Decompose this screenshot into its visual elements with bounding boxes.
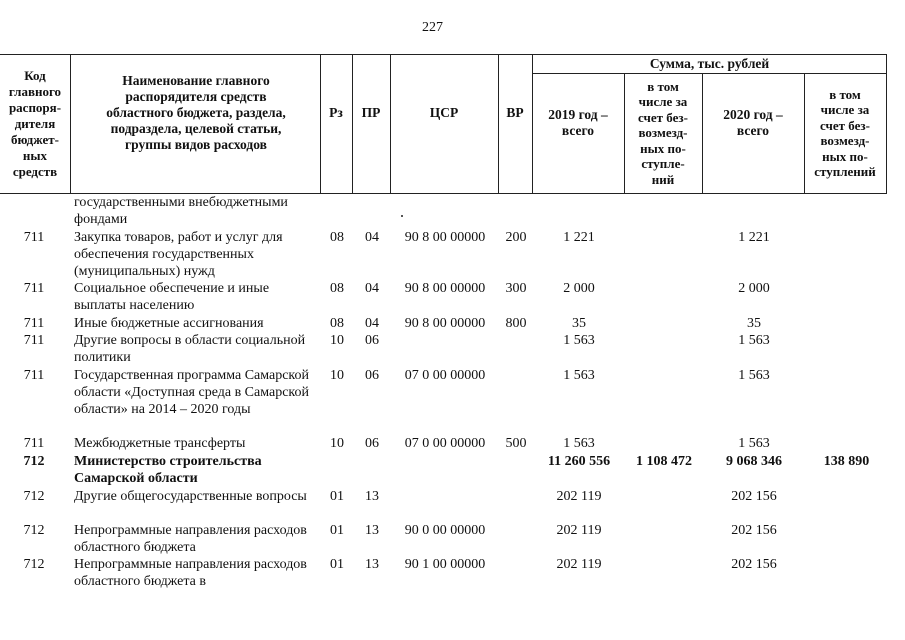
row-code: 711: [23, 316, 45, 331]
header-incl-2020: в том числе за счет без- возмезд- ных по- ступлений: [814, 86, 876, 179]
header-csr: ЦСР: [429, 105, 459, 120]
row-name: Другие вопросы в области социальной политики: [74, 333, 306, 365]
table-row: [0, 280, 887, 315]
header-incl-2019: в том числе за счет без- возмезд- ных по- ступле- ний: [638, 78, 688, 187]
row-code: 712: [23, 454, 45, 469]
row-sum-2019: 202 119: [556, 557, 602, 572]
row-code: 711: [23, 368, 45, 383]
row-rz: 01: [330, 557, 344, 572]
row-sum-2020: 202 156: [731, 557, 777, 572]
row-code: 711: [23, 333, 45, 348]
row-name: Межбюджетные трансферты: [74, 436, 246, 451]
row-sum-2019: 35: [572, 316, 586, 331]
row-incl-2019: 1 108 472: [636, 454, 692, 469]
row-name: Государственная программа Самарской области «Доступная среда в Самарской области» на 2014 – 2020 годы: [74, 368, 310, 417]
row-pr: 13: [365, 489, 379, 504]
row-sum-2020: 35: [747, 316, 761, 331]
table-row: [0, 435, 887, 453]
row-sum-2020: 202 156: [731, 523, 777, 538]
row-sum-2019: 1 563: [563, 368, 595, 383]
row-csr: 07 0 00 00000: [404, 436, 486, 451]
table-row: [0, 522, 887, 556]
row-pr: 04: [365, 230, 379, 245]
row-code: 712: [23, 489, 45, 504]
table-row: [0, 315, 887, 332]
row-sum-2020: 2 000: [738, 281, 770, 296]
row-csr: 90 8 00 00000: [404, 230, 486, 245]
row-code: 711: [23, 436, 45, 451]
table-body: [0, 194, 887, 590]
row-rz: 10: [330, 368, 344, 383]
row-rz: 10: [330, 436, 344, 451]
header-rz: Рз: [329, 105, 343, 120]
header-total-2019: 2019 год – всего: [548, 107, 608, 138]
row-rz: 01: [330, 523, 344, 538]
row-sum-2020: 1 563: [738, 436, 770, 451]
row-name: Социальное обеспечение и иные выплаты населению: [74, 281, 270, 313]
column-divider: [886, 55, 887, 193]
header-vr: ВР: [506, 105, 524, 120]
header-total-2020: 2020 год – всего: [723, 107, 783, 138]
page-number: 227: [422, 20, 443, 35]
table-row: [0, 194, 887, 229]
table-row: [0, 229, 887, 280]
row-sum-2020: 202 156: [731, 489, 777, 504]
row-pr: 06: [365, 436, 379, 451]
row-vr: 800: [505, 316, 527, 331]
row-csr: 07 0 00 00000: [404, 368, 486, 383]
header-sum: Сумма, тыс. рублей: [649, 56, 770, 71]
row-name: Непрограммные направления расходов областного бюджета в: [74, 557, 307, 589]
table-row: [0, 367, 887, 435]
row-pr: 04: [365, 316, 379, 331]
row-sum-2020: 1 563: [738, 333, 770, 348]
row-pr: 04: [365, 281, 379, 296]
row-name: Иные бюджетные ассигнования: [74, 316, 264, 331]
row-sum-2019: 1 563: [563, 436, 595, 451]
row-rz: 08: [330, 230, 344, 245]
header-name: Наименование главного распорядителя средств областного бюджета, раздела, подраздела, целевой статьи, группы видов расходов: [106, 73, 286, 152]
row-sum-2019: 202 119: [556, 489, 602, 504]
row-code: 711: [23, 230, 45, 245]
table-row: [0, 556, 887, 590]
row-code: 712: [23, 557, 45, 572]
row-csr: 90 8 00 00000: [404, 316, 486, 331]
row-rz: 08: [330, 281, 344, 296]
row-name: государственными внебюджетными фондами: [74, 195, 288, 227]
row-sum-2019: 202 119: [556, 523, 602, 538]
row-rz: 08: [330, 316, 344, 331]
row-pr: 06: [365, 368, 379, 383]
row-name: Непрограммные направления расходов областного бюджета: [74, 523, 307, 555]
row-vr: 500: [505, 436, 527, 451]
row-csr: 90 0 00 00000: [404, 523, 486, 538]
row-sum-2020: 1 563: [738, 368, 770, 383]
row-pr: 06: [365, 333, 379, 348]
row-code: 712: [23, 523, 45, 538]
table-row: [0, 453, 887, 488]
row-sum-2019: 2 000: [563, 281, 595, 296]
table-row: [0, 488, 887, 522]
row-sum-2019: 1 563: [563, 333, 595, 348]
row-pr: 13: [365, 523, 379, 538]
row-sum-2020: 9 068 346: [726, 454, 782, 469]
row-sum-2019: 11 260 556: [547, 454, 611, 469]
header-code: Код главного распоря- дителя бюджет- ных средств: [8, 68, 62, 179]
row-rz: 01: [330, 489, 344, 504]
row-vr: 200: [505, 230, 527, 245]
row-sum-2019: 1 221: [563, 230, 595, 245]
row-incl-2020: 138 890: [823, 454, 870, 469]
column-divider: [70, 55, 71, 193]
row-rz: 10: [330, 333, 344, 348]
row-csr: 90 1 00 00000: [404, 557, 486, 572]
table-row: [0, 332, 887, 367]
row-pr: 13: [365, 557, 379, 572]
row-csr: 90 8 00 00000: [404, 281, 486, 296]
row-name: Министерство строительства Самарской области: [74, 454, 262, 486]
row-name: Другие общегосударственные вопросы: [74, 489, 307, 504]
table-header: [0, 54, 887, 194]
row-code: 711: [23, 281, 45, 296]
row-sum-2020: 1 221: [738, 230, 770, 245]
row-vr: 300: [505, 281, 527, 296]
row-name: Закупка товаров, работ и услуг для обеспечения государственных (муниципальных) нужд: [74, 230, 283, 279]
header-pr: ПР: [361, 105, 381, 120]
